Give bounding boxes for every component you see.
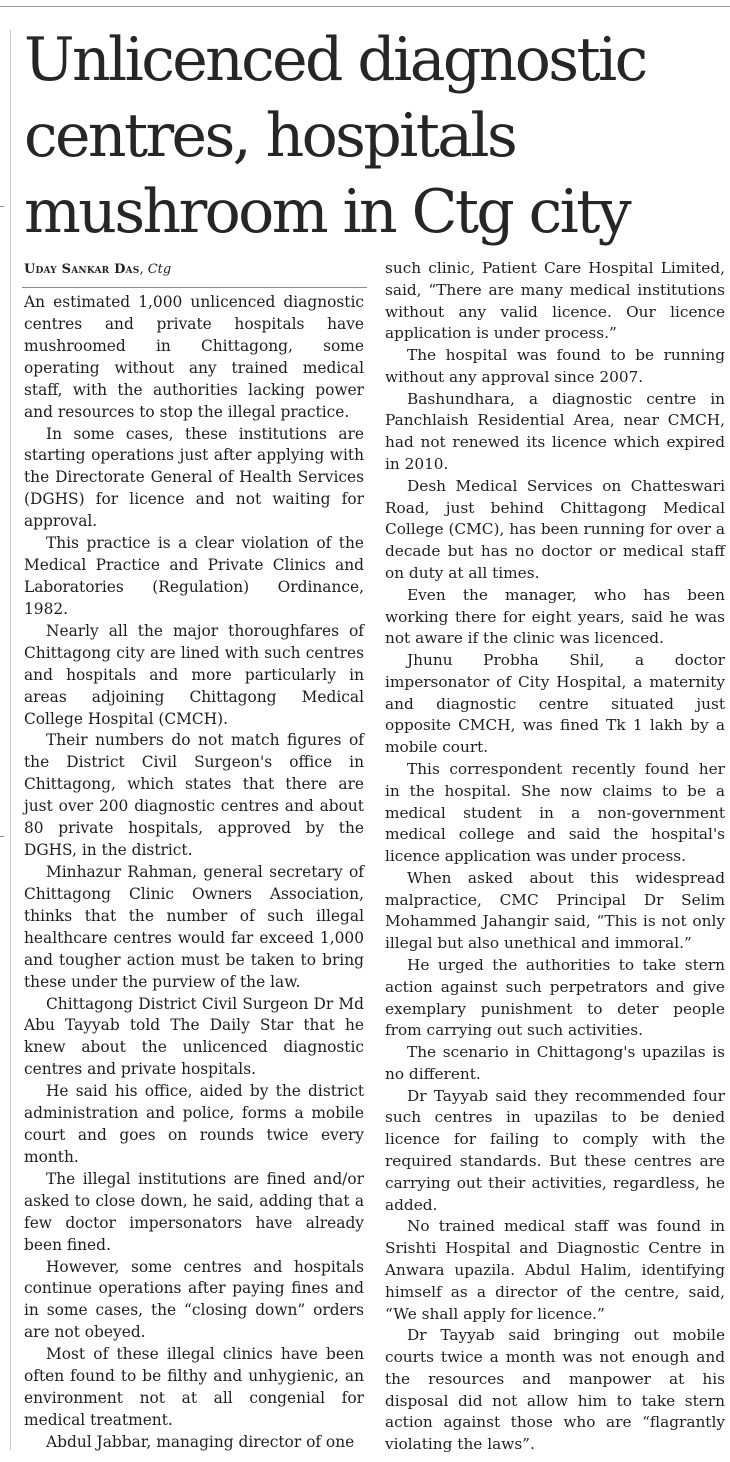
margin-tick xyxy=(0,206,4,207)
article-paragraph: In some cases, these institutions are starting operations just after applying with the Directorate General of Health Services (DGHS) for licence and not waiting for approval. xyxy=(24,424,364,531)
byline-rule xyxy=(22,287,367,288)
article-paragraph: When asked about this widespread malpractice, CMC Principal Dr Selim Mohammed Jahangir said, “This is not only illegal but also unethical and immoral.” xyxy=(385,868,725,953)
article-paragraph: Jhunu Probha Shil, a doctor impersonator of City Hospital, a maternity and diagnostic centre situated just opposite CMCH, was fined Tk 1 lakh by a mobile court. xyxy=(385,651,725,757)
article-paragraph: Abdul Jabbar, managing director of one xyxy=(46,1432,355,1451)
article-paragraph: Nearly all the major thoroughfares of Chittagong city are lined with such centres and hospitals and more particularly in areas adjoining Chittagong Medical College Hospital (CMCH). xyxy=(24,621,364,728)
article-paragraph: He said his office, aided by the district administration and police, forms a mobile court and goes on rounds twice every month. xyxy=(24,1082,364,1166)
article-paragraph: Bashundhara, a diagnostic centre in Panchlaish Residential Area, near CMCH, had not renewed its licence which expired in 2010. xyxy=(385,389,725,474)
left-margin-rule xyxy=(10,30,11,1450)
margin-tick xyxy=(0,836,4,837)
article-paragraph: Chittagong District Civil Surgeon Dr Md Abu Tayyab told The Daily Star that he knew about the unlicenced diagnostic centres and private hospitals. xyxy=(24,994,364,1079)
article-paragraph: This correspondent recently found her in the hospital. She now claims to be a medical student in a non-government medical college and said the hospital's licence application was under process. xyxy=(385,759,725,866)
byline xyxy=(24,260,364,280)
article-paragraph: Even the manager, who has been working there for eight years, said he was not aware if the clinic was licenced. xyxy=(385,585,725,648)
article-paragraph: Dr Tayyab said bringing out mobile courts twice a month was not enough and the resources and manpower at his disposal did not allow him to take stern action against those who are “flagrantly violating the laws”. xyxy=(385,1326,725,1454)
byline-place: Ctg xyxy=(147,262,172,277)
article-paragraph: He urged the authorities to take stern action against such perpetrators and give exemplary punishment to deter people from carrying out such activities. xyxy=(385,956,725,1040)
byline-author: Uday Sankar Das xyxy=(24,262,140,277)
article-paragraph: Their numbers do not match figures of the District Civil Surgeon's office in Chittagong, which states that there are just over 200 diagnostic centres and about 80 private hospitals, approved by the DGHS, in the district. xyxy=(24,731,364,860)
article-column-right xyxy=(385,258,725,1456)
headline: Unlicenced diagnostic centres, hospitals mushroom in Ctg city xyxy=(24,25,646,247)
article-paragraph: No trained medical staff was found in Srishti Hospital and Diagnostic Centre in Anwara upazila. Abdul Halim, identifying himself as a director of the centre, said, “We shall apply for licence.” xyxy=(385,1217,725,1323)
article-paragraph: Most of these illegal clinics have been often found to be filthy and unhygienic, an environment not at all congenial for medical treatment. xyxy=(24,1345,364,1430)
article-paragraph: However, some centres and hospitals continue operations after paying fines and in some cases, the “closing down” orders are not obeyed. xyxy=(24,1257,364,1342)
article-paragraph: The scenario in Chittagong's upazilas is no different. xyxy=(385,1043,725,1083)
article-paragraph: Dr Tayyab said they recommended four such centres in upazilas to be denied licence for failing to comply with the required standards. But these centres are carrying out their activities, regardless, he added. xyxy=(385,1086,725,1214)
top-rule xyxy=(0,6,730,7)
article-column-left xyxy=(24,292,364,1454)
article-paragraph: such clinic, Patient Care Hospital Limited, said, “There are many medical institutions without any valid licence. Our licence application is under process.” xyxy=(385,259,725,343)
byline-separator: , xyxy=(139,262,148,277)
article-paragraph: An estimated 1,000 unlicenced diagnostic centres and private hospitals have mushroomed in Chittagong, some operating without any trained medical staff, with the authorities lacking power and resources to stop the illegal practice. xyxy=(24,293,364,421)
article-paragraph: Desh Medical Services on Chatteswari Road, just behind Chittagong Medical College (CMC), has been running for over a decade but has no doctor or medical staff on duty at all times. xyxy=(385,476,725,582)
article-paragraph: The hospital was found to be running without any approval since 2007. xyxy=(385,346,725,386)
article-paragraph: Minhazur Rahman, general secretary of Chittagong Clinic Owners Association, thinks that the number of such illegal healthcare centres would far exceed 1,000 and tougher action must be taken to bring these under the purview of the law. xyxy=(24,862,364,991)
article-paragraph: The illegal institutions are fined and/or asked to close down, he said, adding that a few doctor impersonators have already been fined. xyxy=(24,1169,364,1254)
article-paragraph: This practice is a clear violation of the Medical Practice and Private Clinics and Laboratories (Regulation) Ordinance, 1982. xyxy=(24,534,364,618)
